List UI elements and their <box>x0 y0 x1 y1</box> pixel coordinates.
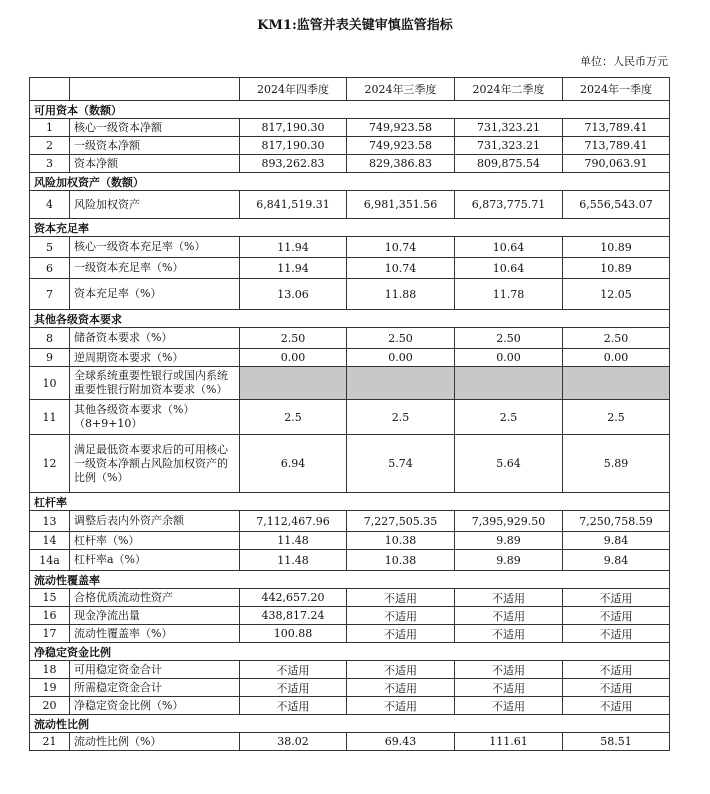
description-line: 比例（%） <box>74 470 129 484</box>
row-number: 19 <box>30 679 70 697</box>
value-cell: 7,395,929.50 <box>455 511 563 532</box>
table-row <box>30 550 670 571</box>
value-cell: 6,556,543.07 <box>563 191 670 219</box>
value-cell: 9.89 <box>455 532 563 550</box>
value-cell: 7,112,467.96 <box>240 511 347 532</box>
value-cell <box>563 367 670 400</box>
value-cell: 11.94 <box>240 237 347 258</box>
table-row <box>30 367 670 400</box>
row-description <box>70 119 240 137</box>
description-line: 重要性银行附加资本要求（%） <box>74 383 228 396</box>
value-cell: 11.94 <box>240 258 347 279</box>
row-description <box>70 435 240 493</box>
description-line: 风险加权资产 <box>74 197 140 211</box>
value-cell: 2.50 <box>347 328 455 349</box>
row-description <box>70 191 240 219</box>
header-cell: 2024年三季度 <box>347 78 455 101</box>
row-number: 18 <box>30 661 70 679</box>
value-cell: 5.74 <box>347 435 455 493</box>
description-line: 储备资本要求（%） <box>74 331 173 344</box>
description-line: 满足最低资本要求后的可用核心 <box>74 442 228 456</box>
row-description <box>70 607 240 625</box>
description-line: 逆周期资本要求（%） <box>74 350 184 364</box>
row-number: 17 <box>30 625 70 643</box>
row-number: 21 <box>30 733 70 751</box>
section-header-row <box>30 219 670 237</box>
km1-table <box>29 77 670 751</box>
value-cell <box>455 367 563 400</box>
table-row <box>30 279 670 310</box>
value-cell: 713,789.41 <box>563 137 670 155</box>
row-number: 9 <box>30 349 70 367</box>
description-line: 杠杆率（%） <box>74 533 140 547</box>
section-title: 净稳定资金比例 <box>30 643 670 661</box>
value-cell: 12.05 <box>563 279 670 310</box>
row-description <box>70 367 240 400</box>
row-description <box>70 625 240 643</box>
row-description <box>70 237 240 258</box>
row-description <box>70 137 240 155</box>
description-line: 核心一级资本净额 <box>74 120 162 134</box>
row-number: 10 <box>30 367 70 400</box>
row-description <box>70 550 240 571</box>
table-row <box>30 328 670 349</box>
value-cell: 438,817.24 <box>240 607 347 625</box>
value-cell: 不适用 <box>455 589 563 607</box>
value-cell: 不适用 <box>240 679 347 697</box>
value-cell: 2.50 <box>563 328 670 349</box>
page-title: KM1:监管并表关键审慎监管指标 <box>257 18 453 33</box>
value-cell: 10.38 <box>347 532 455 550</box>
description-line: 资本充足率（%） <box>74 287 162 300</box>
row-number: 15 <box>30 589 70 607</box>
header-cell: 2024年四季度 <box>240 78 347 101</box>
description-line: 所需稳定资金合计 <box>74 680 162 694</box>
value-cell: 38.02 <box>240 733 347 751</box>
value-cell: 不适用 <box>455 607 563 625</box>
value-cell: 6.94 <box>240 435 347 493</box>
row-description <box>70 155 240 173</box>
section-header-row <box>30 310 670 328</box>
value-cell: 不适用 <box>455 697 563 715</box>
value-cell: 2.5 <box>455 400 563 435</box>
row-number: 5 <box>30 237 70 258</box>
row-description <box>70 589 240 607</box>
row-description <box>70 349 240 367</box>
row-number: 14a <box>30 550 70 571</box>
value-cell: 111.61 <box>455 733 563 751</box>
header-cell: 2024年二季度 <box>455 78 563 101</box>
description-line: 一级资本净额 <box>74 138 140 152</box>
description-line: （8+9+10） <box>74 417 143 430</box>
table-row <box>30 733 670 751</box>
value-cell: 817,190.30 <box>240 119 347 137</box>
table-row <box>30 435 670 493</box>
section-title: 可用资本（数额） <box>30 101 670 119</box>
table-row <box>30 119 670 137</box>
row-number: 3 <box>30 155 70 173</box>
value-cell: 809,875.54 <box>455 155 563 173</box>
table-row <box>30 511 670 532</box>
description-line: 一级资本充足率（%） <box>74 261 184 274</box>
value-cell: 749,923.58 <box>347 119 455 137</box>
value-cell: 100.88 <box>240 625 347 643</box>
value-cell: 0.00 <box>240 349 347 367</box>
value-cell: 10.64 <box>455 258 563 279</box>
section-header-row <box>30 643 670 661</box>
value-cell: 69.43 <box>347 733 455 751</box>
value-cell: 不适用 <box>347 607 455 625</box>
value-cell: 不适用 <box>563 679 670 697</box>
description-line: 流动性覆盖率（%） <box>74 626 173 640</box>
value-cell: 不适用 <box>347 697 455 715</box>
value-cell: 731,323.21 <box>455 137 563 155</box>
section-header-row <box>30 101 670 119</box>
row-description <box>70 400 240 435</box>
row-number: 14 <box>30 532 70 550</box>
value-cell: 58.51 <box>563 733 670 751</box>
value-cell <box>240 367 347 400</box>
row-number: 6 <box>30 258 70 279</box>
row-number: 8 <box>30 328 70 349</box>
description-line: 流动性比例（%） <box>74 734 162 748</box>
value-cell: 13.06 <box>240 279 347 310</box>
value-cell: 749,923.58 <box>347 137 455 155</box>
section-title: 流动性覆盖率 <box>30 571 670 589</box>
table-row <box>30 589 670 607</box>
table-row <box>30 191 670 219</box>
value-cell: 817,190.30 <box>240 137 347 155</box>
unit-label: 单位：人民币万元 <box>580 55 668 68</box>
row-number: 1 <box>30 119 70 137</box>
value-cell: 6,873,775.71 <box>455 191 563 219</box>
row-number: 11 <box>30 400 70 435</box>
row-description <box>70 532 240 550</box>
row-number: 7 <box>30 279 70 310</box>
value-cell: 不适用 <box>347 589 455 607</box>
row-description <box>70 733 240 751</box>
value-cell: 7,227,505.35 <box>347 511 455 532</box>
value-cell: 5.89 <box>563 435 670 493</box>
description-line: 一级资本净额占风险加权资产的 <box>74 456 228 470</box>
row-number: 16 <box>30 607 70 625</box>
value-cell: 不适用 <box>240 697 347 715</box>
value-cell: 790,063.91 <box>563 155 670 173</box>
row-description <box>70 661 240 679</box>
value-cell: 10.74 <box>347 258 455 279</box>
value-cell: 10.89 <box>563 237 670 258</box>
header-cell <box>70 78 240 101</box>
value-cell: 10.74 <box>347 237 455 258</box>
row-number: 4 <box>30 191 70 219</box>
description-line: 核心一级资本充足率（%） <box>74 240 206 253</box>
description-line: 全球系统重要性银行或国内系统 <box>74 369 228 382</box>
value-cell: 9.89 <box>455 550 563 571</box>
value-cell: 893,262.83 <box>240 155 347 173</box>
table-row <box>30 349 670 367</box>
row-number: 20 <box>30 697 70 715</box>
table-row <box>30 258 670 279</box>
value-cell: 不适用 <box>455 625 563 643</box>
section-header-row <box>30 571 670 589</box>
value-cell: 442,657.20 <box>240 589 347 607</box>
row-number: 2 <box>30 137 70 155</box>
value-cell: 2.5 <box>563 400 670 435</box>
value-cell: 11.48 <box>240 550 347 571</box>
value-cell: 9.84 <box>563 550 670 571</box>
value-cell: 11.78 <box>455 279 563 310</box>
value-cell: 不适用 <box>455 661 563 679</box>
value-cell: 7,250,758.59 <box>563 511 670 532</box>
description-line: 其他各级资本要求（%） <box>74 403 195 416</box>
value-cell: 0.00 <box>455 349 563 367</box>
value-cell: 2.50 <box>455 328 563 349</box>
header-cell <box>30 78 70 101</box>
value-cell: 不适用 <box>563 625 670 643</box>
row-description <box>70 697 240 715</box>
value-cell: 2.50 <box>240 328 347 349</box>
description-line: 杠杆率a（%） <box>74 553 147 566</box>
value-cell: 9.84 <box>563 532 670 550</box>
value-cell: 11.48 <box>240 532 347 550</box>
description-line: 调整后表内外资产余额 <box>74 514 184 527</box>
header-cell: 2024年一季度 <box>563 78 670 101</box>
value-cell: 2.5 <box>347 400 455 435</box>
table-row <box>30 237 670 258</box>
value-cell: 不适用 <box>563 697 670 715</box>
value-cell: 0.00 <box>563 349 670 367</box>
section-title: 流动性比例 <box>30 715 670 733</box>
section-header-row <box>30 493 670 511</box>
table-row <box>30 155 670 173</box>
row-description <box>70 511 240 532</box>
row-description <box>70 279 240 310</box>
section-title: 资本充足率 <box>30 219 670 237</box>
value-cell: 11.88 <box>347 279 455 310</box>
table-row <box>30 532 670 550</box>
value-cell: 10.89 <box>563 258 670 279</box>
value-cell: 2.5 <box>240 400 347 435</box>
description-line: 资本净额 <box>74 156 118 170</box>
row-number: 12 <box>30 435 70 493</box>
section-header-row <box>30 173 670 191</box>
value-cell: 10.38 <box>347 550 455 571</box>
table-row <box>30 607 670 625</box>
table-row <box>30 679 670 697</box>
value-cell: 不适用 <box>563 589 670 607</box>
description-line: 合格优质流动性资产 <box>74 590 173 604</box>
row-number: 13 <box>30 511 70 532</box>
table-row <box>30 137 670 155</box>
value-cell: 6,841,519.31 <box>240 191 347 219</box>
value-cell: 不适用 <box>455 679 563 697</box>
value-cell: 6,981,351.56 <box>347 191 455 219</box>
value-cell: 713,789.41 <box>563 119 670 137</box>
table-row <box>30 661 670 679</box>
section-title: 杠杆率 <box>30 493 670 511</box>
row-description <box>70 679 240 697</box>
value-cell: 0.00 <box>347 349 455 367</box>
value-cell: 不适用 <box>240 661 347 679</box>
value-cell <box>347 367 455 400</box>
value-cell: 731,323.21 <box>455 119 563 137</box>
value-cell: 不适用 <box>347 625 455 643</box>
table-row <box>30 697 670 715</box>
value-cell: 不适用 <box>563 661 670 679</box>
description-line: 净稳定资金比例（%） <box>74 698 184 712</box>
table-row <box>30 400 670 435</box>
value-cell: 不适用 <box>347 679 455 697</box>
section-header-row <box>30 715 670 733</box>
value-cell: 829,386.83 <box>347 155 455 173</box>
value-cell: 不适用 <box>563 607 670 625</box>
description-line: 可用稳定资金合计 <box>74 662 162 676</box>
row-description <box>70 328 240 349</box>
section-title: 风险加权资产（数额） <box>30 173 670 191</box>
value-cell: 5.64 <box>455 435 563 493</box>
value-cell: 不适用 <box>347 661 455 679</box>
section-title: 其他各级资本要求 <box>30 310 670 328</box>
description-line: 现金净流出量 <box>74 608 140 622</box>
table-row <box>30 625 670 643</box>
row-description <box>70 258 240 279</box>
table-body <box>30 101 670 751</box>
value-cell: 10.64 <box>455 237 563 258</box>
header-row <box>30 78 670 101</box>
